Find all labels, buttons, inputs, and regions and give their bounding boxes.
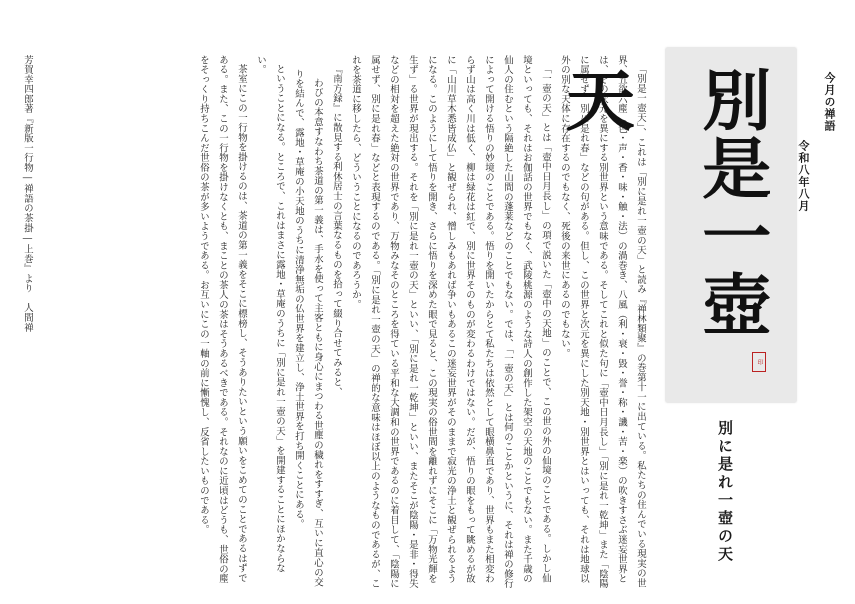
- paragraph-6: 茶室にこの一行物を掛けるのは、茶道の第一義をそこに標榜し、そうありたいという願いをこめてのことであるはずである。また、この一行物を掛けなくとも、まことの茶人の茶はそうあるべきである。それなのに近頃はどうも、世俗の塵をそっくり持ちこんだ世俗の茶が多いようである。お互いにこの一軸の前に慚愧し、反省したいものである。: [198, 55, 247, 584]
- title-reading: 別に是れ一壺の天: [716, 420, 734, 564]
- seal-stamp: 印: [752, 352, 766, 372]
- calligraphy-text: 別是一壺天: [553, 66, 772, 338]
- header-label: 今月の禅語: [823, 72, 836, 132]
- paragraph-5: ということになる。ところで、これはまさに露地・草庵のうちに「別に是れ一壺の天」を開建することにほかならない。: [255, 55, 285, 574]
- paragraph-4-quote: わびの本意すなわち茶道の第一義は、手水を使って主客ともに身心にまつわる世塵の穢れをすすぎ、互いに直心の交りを結んで、露地・草庵の小天地のうちに清浄無垢の仏世界を建立し、浄土世界を打ち開くことにある。: [293, 69, 323, 588]
- header-date: 令和八年八月: [797, 140, 810, 212]
- paragraph-1: 「別是一壺天」、これは「別に是れ一壺の天」と読み『禅林類聚』の巻第十一に出ている。私たちの住んでいる現実の世界、五欲六塵（色・声・香・味・触・法）の渦巻き、八風（利・衰・毀・誉・称・譏・苦・楽）の吹きすさぶ迷妄世界とは、その次元を異にする別世界という意味である。そしてこれと似た句に「壺中日月長し」「別に是れ一乾坤」また「陰陽に属せず、別に是れ春」などの句がある。但し、この世界と次元を異にした別天地・別世界とはいっても、それは地球以外の別な天体に存在するのでもなく、死後の来世にあるのでもない。: [559, 55, 646, 589]
- byline: 芳賀幸四郎著『新版一行物―禅語の茶掛―上巻』より 人間禅: [22, 55, 33, 333]
- paragraph-2: 「一壺の天」とは「壺中日月長し」の項で説いた「壺中の天地」のことで、この世の外の仙境のことである。しかし仙境といっても、それはお伽話の世界でもなく、武陵桃源のような詩人の創作した架空の天地のことでもない。また千歳の仙人の住むという隔絶した山間の蓬莱などのことでもない。では、「一壺の天」とは何のことかというに、それは禅の修行によって開ける悟りの妙境のことである。悟りを開いたからとて私たちは依然として眼横鼻直であり、世界もまた相変わらず山は高く川は低く、柳は緑花は紅で、別に世界そのものが変わるわけではない。だが、悟りの眼をもって眺めるが故に「山川草木悉皆成仏」と観ぜられ、憎しみもあれば争いもあるこの迷妄世界がそのままで寂光の浄土と観ぜられるようになる。このようにして悟りを開き、さらに悟りを深めた眼で見ると、この現実の俗世間を離れずにそこに「万物光輝を生ず」る世界が現出する。それを「別に是れ一壺の天」といい、「別に是れ一乾坤」といい、またそこが陰陽・是非・得失などの相対を超えた絶対の世界であり、万物みなそのところを得ている平和な大調和の世界であるのに着目して、「陰陽に属せず、別に是れ春」などと表現するのである。「別に是れ一壺の天」の禅的な意味はほぼ以上のようなものであるが、これを茶道に移したら、どういうことになるのであろうか。: [350, 55, 551, 589]
- article-body: [70, 55, 650, 590]
- paragraph-3: 『南方録』に散見する利休居士の言葉なるものを拾って綴り合せてみると、: [331, 64, 342, 398]
- header: [795, 72, 837, 212]
